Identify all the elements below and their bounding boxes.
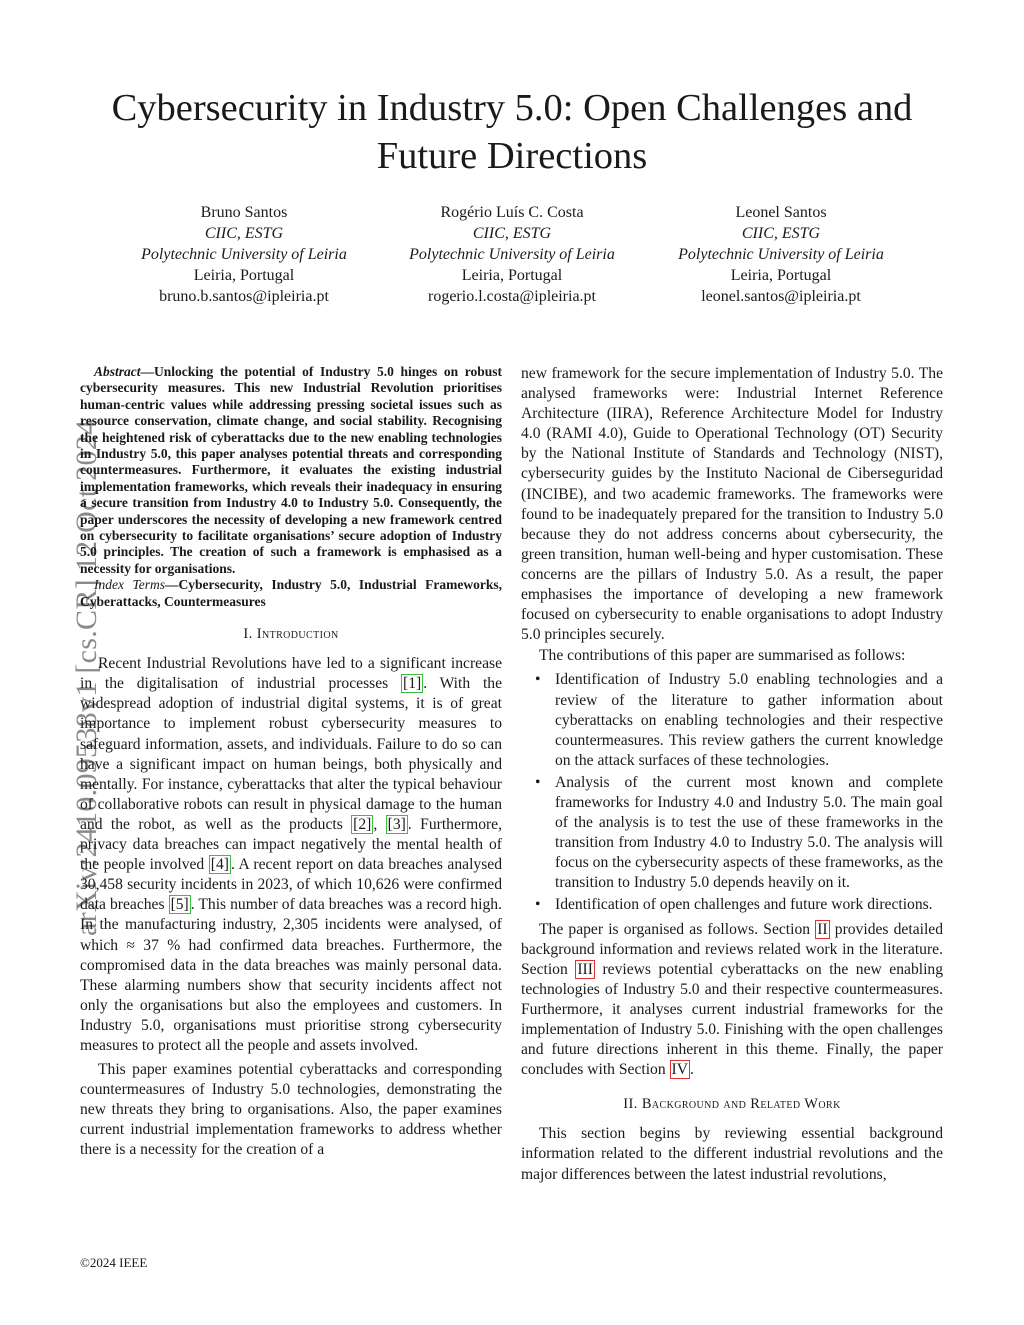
abstract [80,364,502,577]
citation-link[interactable]: [2] [353,815,372,833]
author-location: Leiria, Portugal [461,267,563,284]
intro-paragraph-2: This paper examines potential cyberattacks and corresponding countermeasures of Industry 5.0 technologies, demonstrating the new threats they bring to organisations. Also, the paper examines current industrial implementation frameworks to address whether there is a necessity for the creation of a [80,1061,502,1159]
text-run: The paper is organised as follows. Section [539,920,816,938]
citation-link[interactable]: [4] [210,856,229,874]
section-ref-link[interactable]: IV [671,1061,689,1079]
author-block-2 [362,202,662,307]
contributions-intro: The contributions of this paper are summarised as follows: [539,647,906,665]
author-name: Bruno Santos [200,204,288,221]
author-institution: Polytechnic University of Leiria [141,246,347,263]
index-terms-text: —Cybersecurity, Industry 5.0, Industrial Frameworks, Cyberattacks, Countermeasures [80,577,502,609]
text-run: . With the widespread adoption of industrial digital systems, it is of great importance to implement robust cybersecurity measures to safeguard information, assets, and individuals. Failure to do so can have a significant impact on human beings, both physically and mentally. For instance, cyberattacks that alter the typical behaviour of collaborative robots can result in physical damage to the human and the robot, as well as the products [80,675,502,833]
author-institution: Polytechnic University of Leiria [678,246,884,263]
arxiv-identifier: arXiv:2410.09538v1 [cs.CR] 12 Oct 2024 [70,419,103,936]
intro-paragraph-2-continued: new framework for the secure implementation of Industry 5.0. The analysed frameworks were: Industrial Internet Reference Architecture (IIRA), Reference Architecture Model for Industry 4.0 (RAMI 4.0), Guide to Operational Technology (OT) Security by the National Institute of Standards and Technology (NIST), cybersecurity guides by the Instituto Nacional de Ciberseguridad (INCIBE), and two academic frameworks. The frameworks were found to be inadequately prepared for the transition to Industry 5.0 because they do not address concerns about cybersecurity, the green transition, human well-being and hyper customisation. These concerns are the pillars of Industry 5.0. As a result, the paper emphasises the importance of developing a new framework focused on cybersecurity to enable organisations to adopt Industry 5.0 principles securely. [521,365,943,644]
author-dept: CIIC, ESTG [472,225,552,242]
author-name: Rogério Luís C. Costa [440,204,584,221]
text-run: provides detailed background information and reviews related work in the literature. Section [521,920,943,978]
citation-link[interactable]: [3] [387,815,406,833]
section-ref-link[interactable]: III [577,960,593,978]
author-location: Leiria, Portugal [730,267,832,284]
copyright-footer: ©2024 IEEE [80,1255,148,1270]
section-title: Background and Related Work [641,1096,841,1113]
author-dept: CIIC, ESTG [204,225,284,242]
section-number: I. [243,626,253,643]
abstract-label: Abstract [94,364,141,379]
citation-link[interactable]: [5] [170,896,189,914]
section-heading-background [521,1094,943,1114]
author-block-1 [94,202,394,307]
index-terms-label: Index Terms [94,577,165,593]
text-run: . Furthermore, privacy data breaches can impact negatively the mental health of the people involved [80,815,503,874]
index-terms [80,577,502,610]
background-paragraph-1: This section begins by reviewing essential background information related to the different industrial revolutions and the major differences between the latest industrial revolutions, [521,1125,943,1183]
right-column [521,364,943,1189]
text-run: reviews potential cyberattacks on the new enabling technologies of Industry 5.0 and their respective countermeasures. Furthermore, it analyses current industrial frameworks for the implementation of Industry 5.0. Finishing with the open challenges and future directions inherent in this theme. Finally, the paper concludes with Section [521,960,943,1079]
organisation-paragraph [521,920,943,1081]
author-email[interactable]: bruno.b.santos@ipleiria.pt [159,288,329,305]
left-column [80,364,502,1165]
section-number: II. [623,1096,638,1113]
author-email[interactable]: rogerio.l.costa@ipleiria.pt [427,288,596,305]
text-run: , [373,815,386,833]
list-item: • Identification of Industry 5.0 enabling technologies and a review of the literature to gather information about cyberattacks on enabling technologies and their respective countermeasures. This review gathers the current knowledge on the attack surfaces of these technologies. [521,670,943,770]
section-title: Introduction [256,626,339,643]
text-run: . [690,1061,694,1079]
paper-title: Cybersecurity in Industry 5.0: Open Challenges and Future Directions [111,87,913,177]
intro-paragraph-1 [80,654,502,1056]
list-item: • Analysis of the current most known and complete frameworks for Industry 4.0 and Industry 5.0. The main goal of the analysis is to test the use of these frameworks in the transition from Industry 4.0 to Industry 5.0. The analysis will focus on the cybersecurity aspects of these frameworks, as the transition to Industry 5.0 depends heavily on it. [521,773,943,894]
citation-link[interactable]: [1] [403,675,422,693]
section-heading-introduction [80,624,502,644]
list-item: • Identification of open challenges and future work directions. [521,895,943,915]
author-block-3 [631,202,931,307]
section-ref-link[interactable]: II [817,920,828,938]
author-dept: CIIC, ESTG [741,225,821,242]
text-run: Recent Industrial Revolutions have led to a significant increase in the digitalisation of industrial processes [80,655,502,693]
author-name: Leonel Santos [735,204,827,221]
author-institution: Polytechnic University of Leiria [409,246,615,263]
text-run: . This number of data breaches was a record high. In the manufacturing industry, 2,305 incidents were analysed, of which ≈ 37 % had confirmed data breaches. Furthermore, the compromised data in the data breaches was mainly personal data. These alarming numbers show that security incidents affect not only the organisations but also the employees and customers. In Industry 5.0, organisations must prioritise strong cybersecurity measures to protect all the people and assets involved. [80,896,503,1054]
author-email[interactable]: leonel.santos@ipleiria.pt [701,288,861,305]
contributions-list [521,670,943,915]
text-run: . A recent report on data breaches analysed 30,458 security incidents in 2023, of which 10,626 were confirmed data breaches [80,856,502,914]
author-location: Leiria, Portugal [193,267,295,284]
abstract-text: —Unlocking the potential of Industry 5.0 hinges on robust cybersecurity measures. This new Industrial Revolution prioritises human-centric values while addressing pressing societal issues such as resource conservation, climate change, and social stability. Recognising the heightened risk of cyberattacks due to the new enabling technologies in Industry 5.0, this paper analyses potential threats and corresponding countermeasures. Furthermore, it evaluates the existing industrial implementation frameworks, which reveals their inadequacy in ensuring a secure transition from Industry 4.0 to Industry 5.0. Consequently, the paper underscores the necessity of developing a new framework centred on cybersecurity to facilitate organisations’ secure adoption of Industry 5.0 principles. The creation of such a framework is emphasised as a necessity for organisations. [80,364,502,576]
